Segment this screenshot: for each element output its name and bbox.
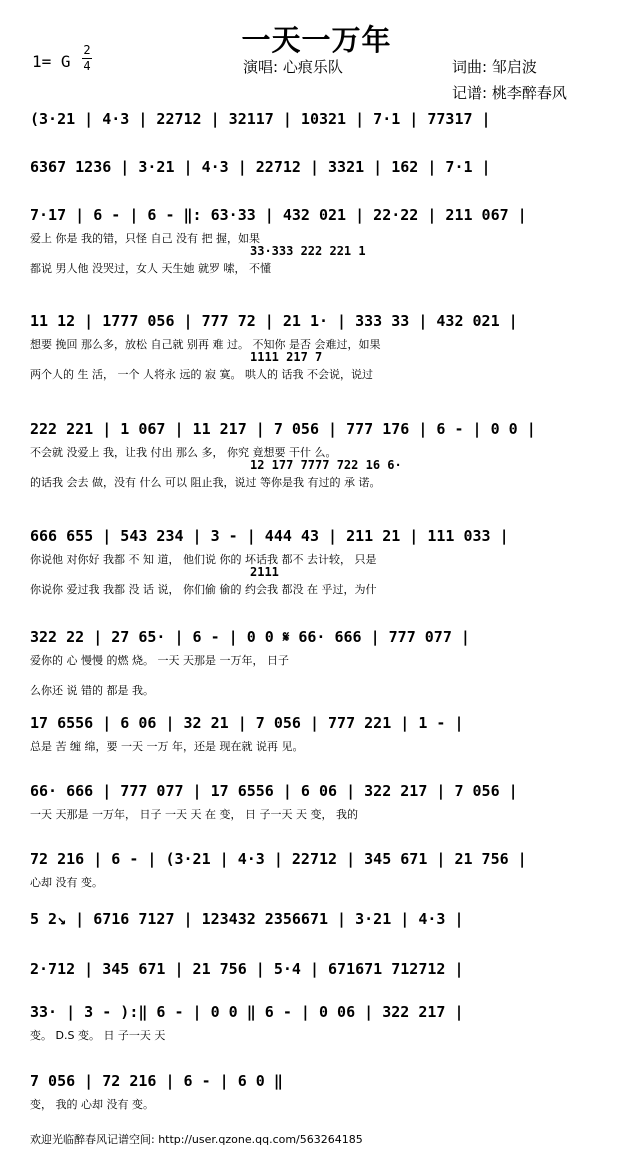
notation-line: (3·21 | 4·3 | 22712 | 32117 | 10321 | 7·1 | 77317 | [30, 110, 491, 128]
notation-line: 33· | 3 - ):‖ 6 - | 0 0 ‖ 6 - | 0 06 | 322 217 | [30, 1003, 464, 1021]
notation-line: 322 22 | 27 65· | 6 - | 0 0 𝄋 66· 666 | 777 077 | [30, 628, 470, 646]
transcriber-credit: 记谱: 桃李醉春风 [452, 84, 567, 102]
time-signature-bottom: 4 [83, 59, 91, 73]
notation-line: 66· 666 | 777 077 | 17 6556 | 6 06 | 322 217 | 7 056 | [30, 782, 518, 800]
lyric-line-verse1: 变。 D.S 变。 日 子一天 天 [30, 1029, 166, 1042]
alternate-notation: 12 177 7777 722 16 6· [250, 458, 402, 472]
lyric-line-verse2: 都说 男人他 没哭过，女人 天生她 就罗 嗦， 不懂 [30, 262, 271, 275]
lyric-line-verse1: 一天 天那是 一万年， 日子 一天 天 在 变， 日 子一天 天 变， 我的 [30, 808, 358, 821]
notation-line: 2·712 | 345 671 | 21 756 | 5·4 | 671671 712712 | [30, 960, 464, 978]
time-signature-top: 2 [83, 43, 91, 57]
notation-line: 11 12 | 1777 056 | 777 72 | 21 1· | 333 33 | 432 021 | [30, 312, 518, 330]
footer-link-text: 欢迎光临醉春风记谱空间: http://user.qzone.qq.com/563264185 [30, 1133, 363, 1146]
notation-line: 666 655 | 543 234 | 3 - | 444 43 | 211 21 | 111 033 | [30, 527, 509, 545]
lyric-line-verse1: 心却 没有 变。 [30, 876, 103, 889]
key-signature: 1= G [32, 52, 71, 71]
lyric-line-verse1: 你说他 对你好 我都 不 知 道， 他们说 你的 坏话我 都不 去计较， 只是 [30, 553, 377, 566]
composer-credit: 词曲: 邹启波 [452, 58, 537, 76]
lyric-line-verse1: 总是 苦 缠 绵，要 一天 一万 年，还是 现在就 说再 见。 [30, 740, 304, 753]
lyric-line-verse2: 两个人的 生 活， 一个 人将永 远的 寂 寞。 哄人的 话我 不会说，说过 [30, 368, 373, 381]
lyric-line-verse1: 爱上 你是 我的错，只怪 自己 没有 把 握，如果 [30, 232, 260, 245]
lyric-line-verse2: 你说你 爱过我 我都 没 话 说， 你们偷 偷的 约会我 都没 在 乎过，为什 [30, 583, 377, 596]
alternate-notation: 2111 [250, 565, 279, 579]
alternate-notation: 33·333 222 221 1 [250, 244, 366, 258]
alternate-notation: 1111 217 7 [250, 350, 323, 364]
lyric-line-verse1: 想要 挽回 那么多，放松 自己就 别再 难 过。 不知你 是否 会难过，如果 [30, 338, 381, 351]
lyric-line-verse1: 爱你的 心 慢慢 的燃 烧。 一天 天那是 一万年， 日子 [30, 654, 289, 667]
lyric-line-verse1: 不会就 没爱上 我，让我 付出 那么 多， 你究 竟想要 干什 么。 [30, 446, 337, 459]
lyric-line-verse2: 么你还 说 错的 都是 我。 [30, 684, 154, 697]
notation-line: 17 6556 | 6 06 | 32 21 | 7 056 | 777 221 | 1 - | [30, 714, 464, 732]
notation-line: 222 221 | 1 067 | 11 217 | 7 056 | 777 176 | 6 - | 0 0 | [30, 420, 536, 438]
time-signature [78, 44, 96, 73]
notation-line: 7 056 | 72 216 | 6 - | 6 0 ‖ [30, 1072, 283, 1090]
singer-credit: 演唱: 心痕乐队 [243, 58, 343, 76]
notation-line: 6367 1236 | 3·21 | 4·3 | 22712 | 3321 | 162 | 7·1 | [30, 158, 491, 176]
notation-line: 5 2↘ | 6716 7127 | 123432 2356671 | 3·21 | 4·3 | [30, 910, 464, 928]
song-title: 一天一万年 [241, 23, 392, 57]
notation-line: 72 216 | 6 - | (3·21 | 4·3 | 22712 | 345 671 | 21 756 | [30, 850, 527, 868]
lyric-line-verse2: 的话我 会去 做，没有 什么 可以 阻止我，说过 等你是我 有过的 承 诺。 [30, 476, 381, 489]
lyric-line-verse1: 变， 我的 心却 没有 变。 [30, 1098, 154, 1111]
notation-line: 7·17 | 6 - | 6 - ‖: 63·33 | 432 021 | 22·22 | 211 067 | [30, 206, 527, 224]
